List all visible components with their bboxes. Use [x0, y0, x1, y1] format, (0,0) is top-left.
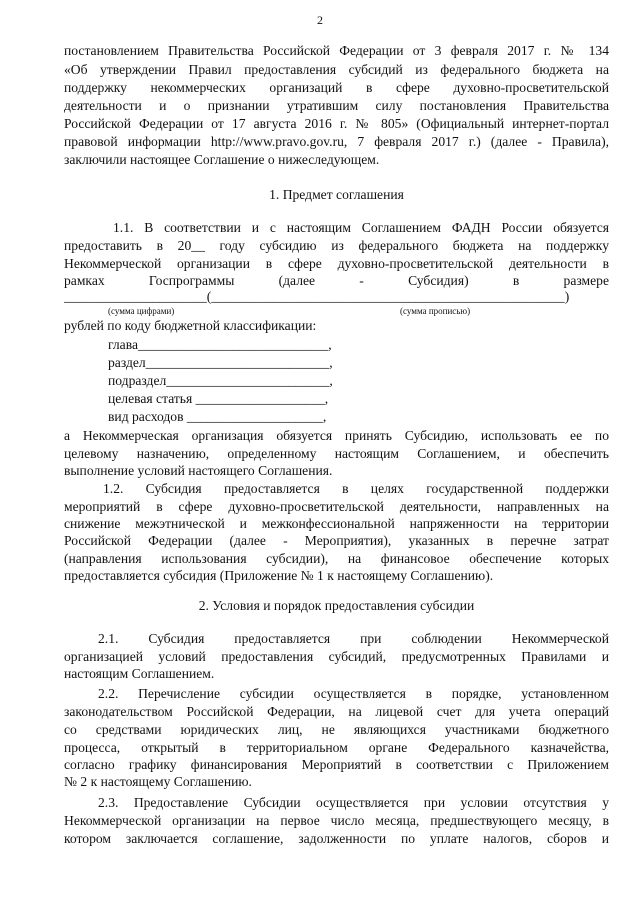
text-line: постановлением Правительства Российской Федерации от 3 февраля 2017 г. № 134 — [64, 43, 609, 58]
amount-digits-caption: (сумма цифрами) — [108, 306, 175, 316]
text-line: а Некоммерческая организация обязуется принять Субсидию, использовать ее по — [64, 428, 609, 443]
field-subsection: подраздел________________________, — [108, 373, 333, 388]
field-expense-type: вид расходов ____________________, — [108, 409, 327, 424]
text-line: (направления использования субсидии), на финансовое обеспечение которых — [64, 551, 609, 566]
text-line: 1.1. В соответствии и с настоящим Соглашением ФАДН России обязуется — [113, 220, 609, 235]
text-line: Российской Федерации от 17 августа 2016 г. № 805» (Официальный интернет-портал — [64, 116, 609, 131]
text-line: 2.3. Предоставление Субсидии осуществляется при условии отсутствия у — [98, 795, 609, 810]
text-line: 2.2. Перечисление субсидии осуществляется в порядке, установленном — [98, 686, 609, 701]
text-line: рамках Госпрограммы (далее - Субсидия) в размере — [64, 273, 609, 288]
text-line: правовой информации http://www.pravo.gov.ru, 7 февраля 2017 г.) (далее - Правила), — [64, 134, 609, 149]
text-line: Некоммерческой организации в сфере духовно-просветительской деятельности в — [64, 256, 609, 271]
field-target-article: целевая статья ___________________, — [108, 391, 329, 406]
text-line: № 2 к настоящему Соглашению. — [64, 774, 252, 789]
text-line: организацией условий предоставления субсидий, предусмотренных Правилами и — [64, 649, 609, 664]
text-line: поддержку некоммерческих организаций в сфере духовно-просветительской — [64, 80, 609, 95]
text-line: настоящим Соглашением. — [64, 666, 215, 681]
text-line: мероприятий в сфере духовно-просветительской деятельности, направленных на — [64, 499, 609, 514]
text-line: заключили настоящее Соглашение о нижеследующем. — [64, 152, 380, 167]
section-heading-2: 2. Условия и порядок предоставления субсидии — [198, 598, 475, 613]
text-line: законодательством Российской Федерации, на лицевой счет для учета операций — [64, 704, 609, 719]
amount-words-caption: (сумма прописью) — [400, 306, 471, 316]
section-heading-1: 1. Предмет соглашения — [269, 187, 404, 202]
text-line: снижение межэтнической и межконфессиональной напряженности на территории — [64, 516, 609, 531]
field-section: раздел___________________________, — [108, 355, 333, 370]
page-number: 2 — [317, 13, 323, 27]
text-line: Некоммерческой организации на первое число месяца, предшествующего месяцу, в — [64, 813, 609, 828]
text-line: согласно графику финансирования Мероприятий в соответствии с Приложением — [64, 757, 609, 772]
text-line: предоставить в 20__ году субсидию из федерального бюджета на поддержку — [64, 238, 609, 253]
text-line: рублей по коду бюджетной классификации: — [64, 318, 317, 333]
text-line: целевому назначению, определенному настоящим Соглашением, и обеспечить — [64, 446, 609, 461]
text-line: Российской Федерации (далее - Мероприятия), указанных в перечне затрат — [64, 533, 609, 548]
text-line: предоставляется субсидия (Приложение № 1 к настоящему Соглашению). — [64, 568, 494, 583]
text-line: деятельности и о признании утратившим силу постановления Правительства — [64, 98, 609, 113]
text-line: со средствами юридических лиц, не являющихся участниками бюджетного — [64, 722, 609, 737]
text-line: процесса, открытый в территориальном органе Федерального казначейства, — [64, 740, 609, 755]
text-line: выполнение условий настоящего Соглашения. — [64, 463, 333, 478]
text-line: 2.1. Субсидия предоставляется при соблюдении Некоммерческой — [98, 631, 609, 646]
field-chapter: глава____________________________, — [108, 337, 332, 352]
text-line: «Об утверждении Правил предоставления субсидий из федерального бюджета на — [64, 62, 609, 77]
text-line: 1.2. Субсидия предоставляется в целях государственной поддержки — [103, 481, 609, 496]
amount-line: _____________________(____________________________________________________) — [64, 289, 570, 304]
text-line: котором заключается соглашение, задолженности по уплате налогов, сборов и — [64, 831, 609, 846]
